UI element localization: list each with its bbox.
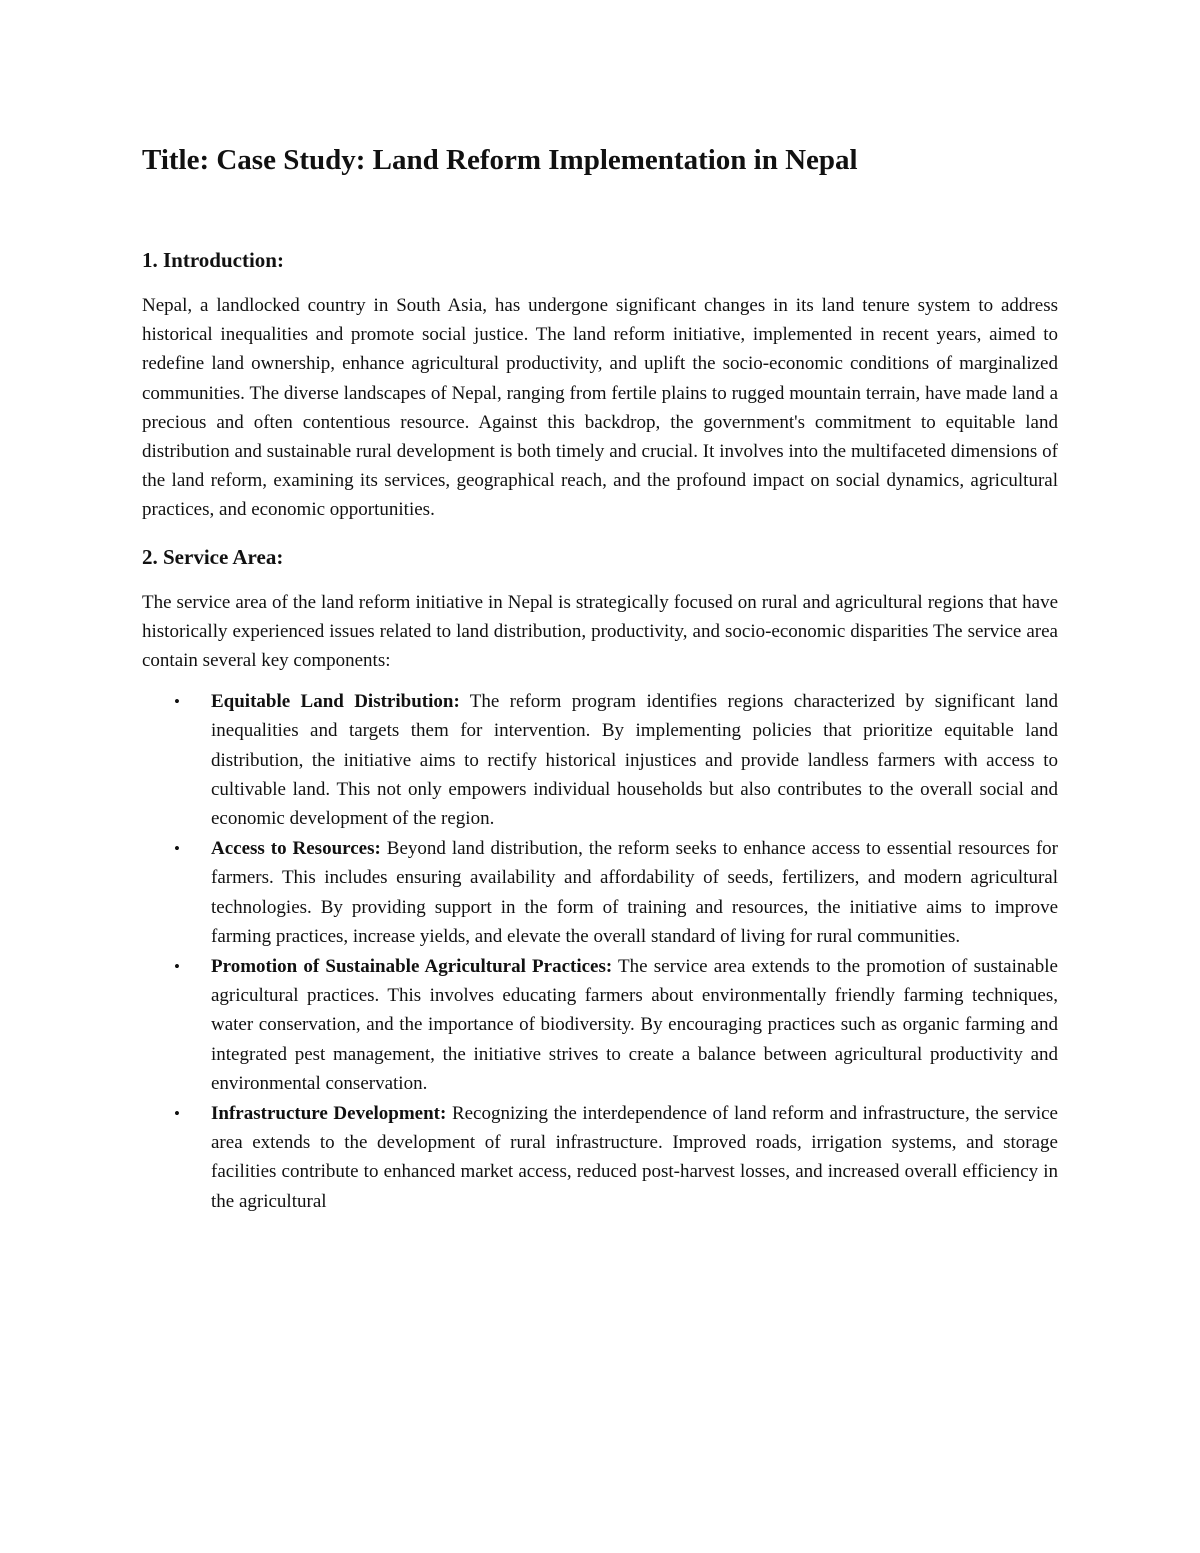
section-heading: 1. Introduction: (142, 248, 284, 272)
bullet-label: Access to Resources: (211, 838, 381, 860)
section-heading: 2. Service Area: (142, 544, 284, 569)
bullet-label: Equitable Land Distribution: (211, 691, 460, 713)
bullet-icon: • (174, 692, 180, 712)
bullet-icon: • (174, 1104, 180, 1124)
bullet-text: The reform program identifies regions characterized by significant land inequalities and targets them for intervention. By implementing policies that prioritize equitable land distribution, the initiative aims to rectify historical injustices and provide landless farmers with access to cultivable land. This not only empowers individual households but also contributes to the overall social and economic development of the region. (211, 691, 1058, 830)
list-item (142, 952, 1058, 1098)
list-item (142, 834, 1058, 951)
section-service-area (142, 543, 1058, 1216)
bullet-icon: • (174, 957, 180, 977)
bullet-text: Beyond land distribution, the reform seeks to enhance access to essential resources for farmers. This includes ensuring availability and affordability of seeds, fertilizers, and modern agricultural technologies. By providing support in the form of training and resources, the initiative aims to improve farming practices, increase yields, and elevate the overall standard of living for rural communities. (211, 838, 1058, 947)
service-area-paragraph: The service area of the land reform initiative in Nepal is strategically focused on rural and agricultural regions that have historically experienced issues related to land distribution, productivity, and socio-economic disparities The service area contain several key components: (142, 591, 1058, 672)
bullet-icon: • (174, 839, 180, 859)
document-body (142, 140, 1058, 1217)
service-components-list (142, 687, 1058, 1216)
introduction-paragraph: Nepal, a landlocked country in South Asia, has undergone significant changes in its land tenure system to address historical inequalities and promote social justice. The land reform initiative, implemented in recent years, aimed to redefine land ownership, enhance agricultural productivity, and uplift the socio-economic conditions of marginalized communities. The diverse landscapes of Nepal, ranging from fertile plains to rugged mountain terrain, have made land a precious and often contentious resource. Against this backdrop, the government's commitment to equitable land distribution and sustainable rural development is both timely and crucial. It involves into the multifaceted dimensions of the land reform, examining its services, geographical reach, and the profound impact on social dynamics, agricultural practices, and economic opportunities. (142, 295, 1058, 521)
page-title: Title: Case Study: Land Reform Implementation in Nepal (142, 144, 858, 176)
bullet-text: The service area extends to the promotion of sustainable agricultural practices. This involves educating farmers about environmentally friendly farming techniques, water conservation, and the importance of biodiversity. By encouraging practices such as organic farming and integrated pest management, the initiative strives to create a balance between agricultural productivity and environmental conservation. (211, 956, 1058, 1094)
list-item (142, 1099, 1058, 1216)
bullet-text: Recognizing the interdependence of land reform and infrastructure, the service area extends to the development of rural infrastructure. Improved roads, irrigation systems, and storage facilities contribute to enhanced market access, reduced post-harvest losses, and increased overall efficiency in the agricultural (211, 1103, 1058, 1212)
bullet-label: Infrastructure Development: (211, 1103, 447, 1125)
section-introduction (142, 246, 1058, 525)
list-item (142, 687, 1058, 833)
bullet-label: Promotion of Sustainable Agricultural Practices: (211, 956, 613, 978)
